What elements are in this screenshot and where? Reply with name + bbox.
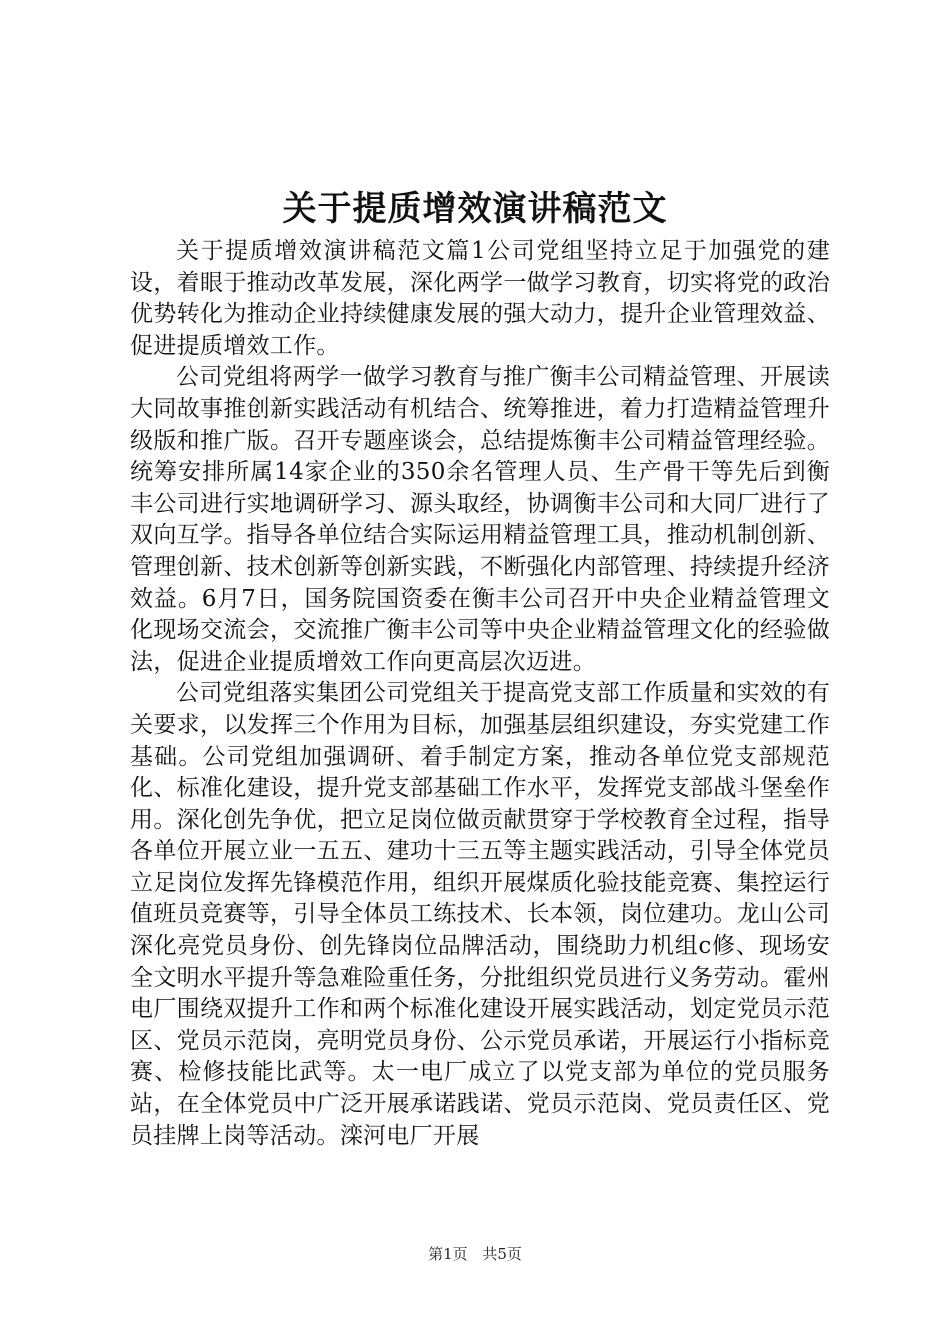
paragraph-3: 公司党组落实集团公司党组关于提高党支部工作质量和实效的有关要求，以发挥三个作用为目标，加强基层组织建设，夯实党建工作基础。公司党组加强调研、着手制定方案，推动各单位党支部规范化、标准化建设，提升党支部基础工作水平，发挥党支部战斗堡垒作用。深化创先争优，把立足岗位做贡献贯穿于学校教育全过程，指导各单位开展立业一五五、建功十三五等主题实践活动，引导全体党员立足岗位发挥先锋模范作用，组织开展煤质化验技能竞赛、集控运行值班员竞赛等，引导全体员工练技术、长本领，岗位建功。龙山公司深化亮党员身份、创先锋岗位品牌活动，围绕助力机组c修、现场安全文明水平提升等急难险重任务，分批组织党员进行义务劳动。霍州电厂围绕双提升工作和两个标准化建设开展实践活动，划定党员示范区、党员示范岗，亮明党员身份、公示党员承诺，开展运行小指标竞赛、检修技能比武等。太一电厂成立了以党支部为单位的党员服务站，在全体党员中广泛开展承诺践诺、党员示范岗、党员责任区、党员挂牌上岗等活动。滦河电厂开展 [130, 680, 830, 1149]
page-footer [0, 1244, 950, 1264]
paragraph-1: 关于提质增效演讲稿范文篇1公司党组坚持立足于加强党的建设，着眼于推动改革发展，深化两学一做学习教育，切实将党的政治优势转化为推动企业持续健康发展的强大动力，提升企业管理效益、促进提质增效工作。 [130, 238, 830, 359]
page-number-total: 共5页 [482, 1245, 522, 1263]
paragraph-2: 公司党组将两学一做学习教育与推广衡丰公司精益管理、开展读大同故事推创新实践活动有机结合、统筹推进，着力打造精益管理升级版和推广版。召开专题座谈会，总结提炼衡丰公司精益管理经验。统筹安排所属14家企业的350余名管理人员、生产骨干等先后到衡丰公司进行实地调研学习、源头取经，协调衡丰公司和大同厂进行了双向互学。指导各单位结合实际运用精益管理工具，推动机制创新、管理创新、技术创新等创新实践，不断强化内部管理、持续提升经济效益。6月7日，国务院国资委在衡丰公司召开中央企业精益管理文化现场交流会，交流推广衡丰公司等中央企业精益管理文化的经验做法，促进企业提质增效工作向更高层次迈进。 [130, 364, 830, 675]
document-body [130, 236, 830, 1152]
document-title: 关于提质增效演讲稿范文 [282, 189, 668, 229]
page-number-current: 第1页 [428, 1245, 468, 1263]
